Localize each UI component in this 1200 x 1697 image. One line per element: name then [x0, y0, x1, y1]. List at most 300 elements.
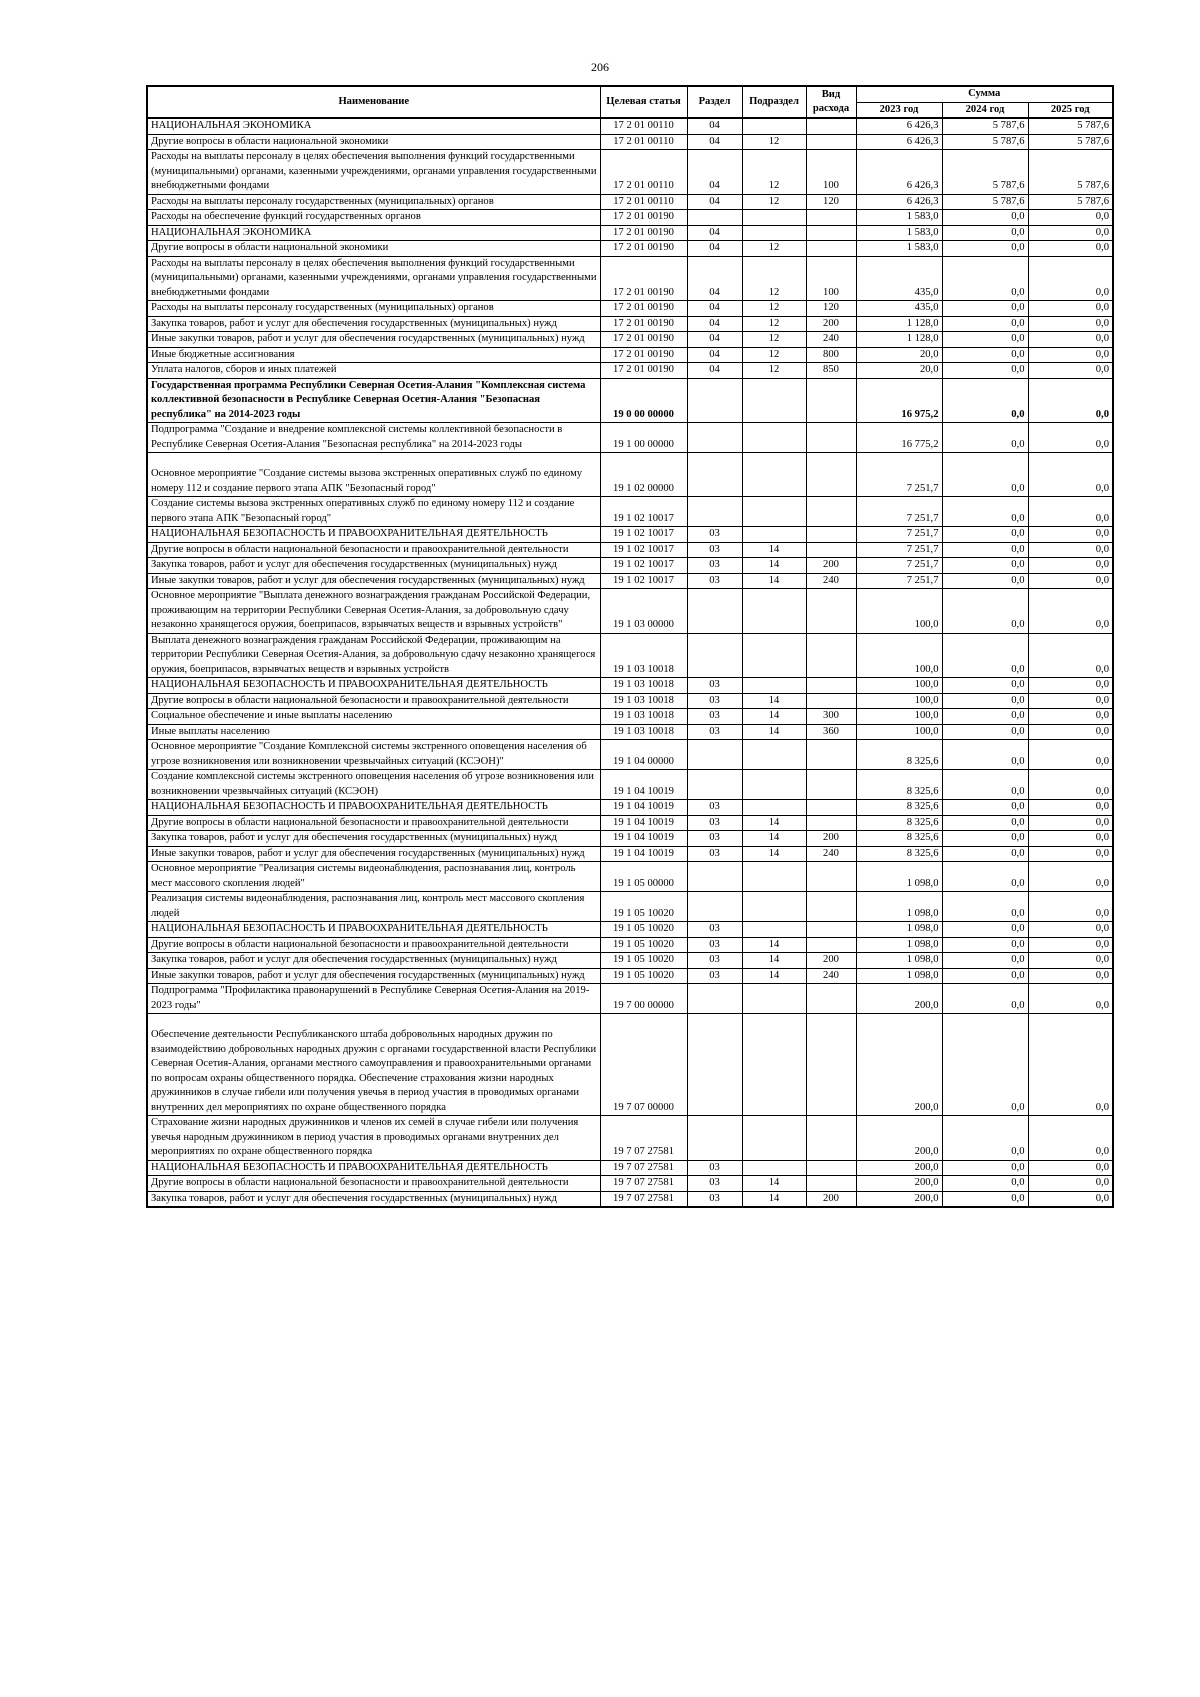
row-razdel: 03 — [687, 815, 742, 831]
table-row — [147, 347, 1113, 363]
row-code: 19 7 07 27581 — [600, 1116, 687, 1161]
row-amount-2023: 6 426,3 — [856, 134, 942, 150]
row-podrazdel — [742, 378, 806, 423]
row-code: 19 1 03 10018 — [600, 633, 687, 678]
row-name: Социальное обеспечение и иные выплаты населению — [147, 709, 600, 725]
row-name: Расходы на выплаты персоналу государственных (муниципальных) органов — [147, 194, 600, 210]
row-code: 19 1 03 10018 — [600, 693, 687, 709]
table-row — [147, 724, 1113, 740]
row-razdel: 04 — [687, 347, 742, 363]
row-code: 19 1 04 00000 — [600, 740, 687, 770]
row-amount-2023: 7 251,7 — [856, 527, 942, 543]
row-code: 19 1 04 10019 — [600, 800, 687, 816]
row-code: 17 2 01 00190 — [600, 347, 687, 363]
row-amount-2024: 0,0 — [942, 984, 1028, 1014]
row-vid — [806, 118, 856, 134]
row-amount-2025: 0,0 — [1028, 953, 1113, 969]
row-vid: 200 — [806, 316, 856, 332]
row-amount-2025: 0,0 — [1028, 1160, 1113, 1176]
row-amount-2025: 0,0 — [1028, 800, 1113, 816]
row-amount-2024: 0,0 — [942, 831, 1028, 847]
row-amount-2024: 0,0 — [942, 316, 1028, 332]
table-row — [147, 332, 1113, 348]
row-podrazdel: 14 — [742, 815, 806, 831]
row-amount-2024: 0,0 — [942, 453, 1028, 497]
row-podrazdel: 12 — [742, 256, 806, 301]
table-row — [147, 984, 1113, 1014]
row-amount-2023: 6 426,3 — [856, 150, 942, 195]
row-name: Другие вопросы в области национальной экономики — [147, 241, 600, 257]
table-row — [147, 740, 1113, 770]
table-row — [147, 256, 1113, 301]
row-name: Закупка товаров, работ и услуг для обеспечения государственных (муниципальных) нужд — [147, 316, 600, 332]
row-code: 17 2 01 00110 — [600, 118, 687, 134]
row-amount-2023: 200,0 — [856, 1176, 942, 1192]
table-row — [147, 922, 1113, 938]
row-code: 19 1 04 10019 — [600, 831, 687, 847]
row-code: 19 1 05 10020 — [600, 968, 687, 984]
row-amount-2023: 100,0 — [856, 633, 942, 678]
row-vid — [806, 984, 856, 1014]
row-podrazdel: 14 — [742, 1176, 806, 1192]
row-name: Другие вопросы в области национальной безопасности и правоохранительной деятельности — [147, 542, 600, 558]
row-code: 19 7 00 00000 — [600, 984, 687, 1014]
row-amount-2023: 1 098,0 — [856, 862, 942, 892]
row-podrazdel — [742, 984, 806, 1014]
row-vid — [806, 815, 856, 831]
header-2024: 2024 год — [942, 102, 1028, 118]
row-name: НАЦИОНАЛЬНАЯ БЕЗОПАСНОСТЬ И ПРАВООХРАНИТЕЛЬНАЯ ДЕЯТЕЛЬНОСТЬ — [147, 1160, 600, 1176]
row-razdel: 03 — [687, 678, 742, 694]
row-amount-2024: 0,0 — [942, 301, 1028, 317]
row-amount-2024: 0,0 — [942, 378, 1028, 423]
row-podrazdel — [742, 862, 806, 892]
row-amount-2024: 0,0 — [942, 241, 1028, 257]
row-amount-2024: 5 787,6 — [942, 150, 1028, 195]
row-name: Подпрограмма "Создание и внедрение комплексной системы коллективной безопасности в Республике Северная Осетия-Алания "Безопасная республика" на 2014-2023 годы — [147, 423, 600, 453]
row-code: 19 1 03 10018 — [600, 724, 687, 740]
row-amount-2023: 20,0 — [856, 363, 942, 379]
table-row — [147, 453, 1113, 497]
row-amount-2024: 0,0 — [942, 363, 1028, 379]
row-code: 19 1 02 10017 — [600, 527, 687, 543]
row-razdel: 03 — [687, 831, 742, 847]
header-vid: Вид расхода — [806, 86, 856, 118]
row-code: 19 1 05 00000 — [600, 862, 687, 892]
row-amount-2023: 100,0 — [856, 724, 942, 740]
row-podrazdel: 12 — [742, 150, 806, 195]
row-name: Иные выплаты населению — [147, 724, 600, 740]
row-name: НАЦИОНАЛЬНАЯ БЕЗОПАСНОСТЬ И ПРАВООХРАНИТЕЛЬНАЯ ДЕЯТЕЛЬНОСТЬ — [147, 527, 600, 543]
table-row — [147, 225, 1113, 241]
row-vid — [806, 378, 856, 423]
row-amount-2024: 0,0 — [942, 953, 1028, 969]
row-amount-2024: 0,0 — [942, 225, 1028, 241]
row-vid — [806, 693, 856, 709]
row-vid — [806, 892, 856, 922]
row-code: 19 1 03 10018 — [600, 709, 687, 725]
row-razdel: 04 — [687, 194, 742, 210]
row-amount-2025: 0,0 — [1028, 937, 1113, 953]
row-code: 17 2 01 00190 — [600, 332, 687, 348]
row-amount-2025: 0,0 — [1028, 527, 1113, 543]
row-podrazdel: 14 — [742, 542, 806, 558]
row-amount-2024: 0,0 — [942, 937, 1028, 953]
row-name: Создание комплексной системы экстренного оповещения населения об угрозе возникновения или возникновении чрезвычайных ситуаций (КСЭОН) — [147, 770, 600, 800]
row-razdel — [687, 892, 742, 922]
row-vid — [806, 633, 856, 678]
row-amount-2023: 100,0 — [856, 709, 942, 725]
row-razdel: 04 — [687, 118, 742, 134]
row-name: Иные закупки товаров, работ и услуг для обеспечения государственных (муниципальных) нужд — [147, 968, 600, 984]
row-code: 19 1 05 10020 — [600, 937, 687, 953]
header-2025: 2025 год — [1028, 102, 1113, 118]
row-amount-2024: 0,0 — [942, 922, 1028, 938]
row-podrazdel — [742, 633, 806, 678]
row-podrazdel: 14 — [742, 573, 806, 589]
row-code: 19 1 03 00000 — [600, 589, 687, 634]
row-amount-2025: 0,0 — [1028, 831, 1113, 847]
row-vid — [806, 740, 856, 770]
row-amount-2025: 5 787,6 — [1028, 150, 1113, 195]
table-row — [147, 589, 1113, 634]
row-code: 17 2 01 00190 — [600, 241, 687, 257]
row-podrazdel — [742, 210, 806, 226]
row-vid: 360 — [806, 724, 856, 740]
row-code: 17 2 01 00190 — [600, 225, 687, 241]
row-vid — [806, 800, 856, 816]
row-amount-2024: 0,0 — [942, 693, 1028, 709]
row-amount-2023: 6 426,3 — [856, 118, 942, 134]
table-row — [147, 892, 1113, 922]
row-vid — [806, 1176, 856, 1192]
row-amount-2023: 8 325,6 — [856, 770, 942, 800]
row-podrazdel: 12 — [742, 332, 806, 348]
row-razdel: 04 — [687, 134, 742, 150]
row-vid — [806, 1116, 856, 1161]
table-row — [147, 558, 1113, 574]
header-summa: Сумма — [856, 86, 1113, 102]
row-razdel: 03 — [687, 724, 742, 740]
row-vid — [806, 1160, 856, 1176]
row-podrazdel: 14 — [742, 953, 806, 969]
row-razdel — [687, 423, 742, 453]
row-podrazdel: 12 — [742, 241, 806, 257]
row-vid — [806, 453, 856, 497]
row-name: Другие вопросы в области национальной безопасности и правоохранительной деятельности — [147, 815, 600, 831]
row-podrazdel: 14 — [742, 968, 806, 984]
row-amount-2023: 7 251,7 — [856, 573, 942, 589]
row-vid: 240 — [806, 846, 856, 862]
row-amount-2025: 0,0 — [1028, 678, 1113, 694]
row-podrazdel — [742, 770, 806, 800]
row-name: НАЦИОНАЛЬНАЯ ЭКОНОМИКА — [147, 118, 600, 134]
table-row — [147, 968, 1113, 984]
row-amount-2023: 435,0 — [856, 256, 942, 301]
row-podrazdel: 14 — [742, 937, 806, 953]
row-amount-2024: 0,0 — [942, 678, 1028, 694]
table-row — [147, 800, 1113, 816]
row-podrazdel — [742, 225, 806, 241]
row-razdel: 03 — [687, 846, 742, 862]
row-amount-2025: 0,0 — [1028, 256, 1113, 301]
row-amount-2024: 0,0 — [942, 497, 1028, 527]
row-amount-2024: 0,0 — [942, 347, 1028, 363]
row-amount-2023: 16 975,2 — [856, 378, 942, 423]
row-amount-2025: 0,0 — [1028, 589, 1113, 634]
row-amount-2025: 0,0 — [1028, 709, 1113, 725]
row-amount-2023: 1 583,0 — [856, 210, 942, 226]
row-razdel: 03 — [687, 1176, 742, 1192]
table-row — [147, 1116, 1113, 1161]
header-code: Целевая статья — [600, 86, 687, 118]
row-vid — [806, 770, 856, 800]
row-amount-2025: 0,0 — [1028, 378, 1113, 423]
table-row — [147, 301, 1113, 317]
row-amount-2024: 0,0 — [942, 1160, 1028, 1176]
row-podrazdel — [742, 453, 806, 497]
row-podrazdel — [742, 1160, 806, 1176]
row-podrazdel: 14 — [742, 709, 806, 725]
row-amount-2025: 0,0 — [1028, 1176, 1113, 1192]
row-razdel: 03 — [687, 527, 742, 543]
row-razdel: 03 — [687, 1191, 742, 1207]
row-name: Расходы на выплаты персоналу в целях обеспечения выполнения функций государственными (муниципальными) органами, казенными учреждениями, органами управления государственными внебюджетными фондами — [147, 150, 600, 195]
row-vid — [806, 134, 856, 150]
row-name: Закупка товаров, работ и услуг для обеспечения государственных (муниципальных) нужд — [147, 953, 600, 969]
row-code: 19 1 05 10020 — [600, 922, 687, 938]
row-name: Уплата налогов, сборов и иных платежей — [147, 363, 600, 379]
row-amount-2024: 0,0 — [942, 589, 1028, 634]
row-podrazdel — [742, 1116, 806, 1161]
row-podrazdel — [742, 589, 806, 634]
row-code: 19 1 04 10019 — [600, 770, 687, 800]
row-amount-2025: 0,0 — [1028, 453, 1113, 497]
budget-table — [146, 85, 1114, 1208]
table-row — [147, 194, 1113, 210]
row-code: 17 2 01 00190 — [600, 301, 687, 317]
row-amount-2025: 0,0 — [1028, 1191, 1113, 1207]
row-amount-2025: 0,0 — [1028, 968, 1113, 984]
row-amount-2023: 7 251,7 — [856, 453, 942, 497]
row-name: НАЦИОНАЛЬНАЯ БЕЗОПАСНОСТЬ И ПРАВООХРАНИТЕЛЬНАЯ ДЕЯТЕЛЬНОСТЬ — [147, 922, 600, 938]
table-row — [147, 693, 1113, 709]
row-vid: 240 — [806, 573, 856, 589]
row-name: Закупка товаров, работ и услуг для обеспечения государственных (муниципальных) нужд — [147, 558, 600, 574]
row-amount-2023: 100,0 — [856, 678, 942, 694]
row-razdel: 03 — [687, 558, 742, 574]
row-code: 19 7 07 27581 — [600, 1191, 687, 1207]
row-code: 19 1 00 00000 — [600, 423, 687, 453]
row-name: Основное мероприятие "Выплата денежного вознаграждения гражданам Российской Федерации, проживающим на территории Республики Северная Осетия-Алания, за добровольную сдачу незаконно хранящегося оружия, боеприпасов, взрывчатых веществ и взрывных устройств" — [147, 589, 600, 634]
table-row — [147, 1176, 1113, 1192]
row-amount-2023: 1 098,0 — [856, 937, 942, 953]
row-vid — [806, 1014, 856, 1116]
row-podrazdel: 12 — [742, 301, 806, 317]
row-razdel — [687, 210, 742, 226]
row-podrazdel: 14 — [742, 1191, 806, 1207]
row-podrazdel: 12 — [742, 134, 806, 150]
row-amount-2023: 1 098,0 — [856, 953, 942, 969]
row-amount-2025: 0,0 — [1028, 558, 1113, 574]
row-amount-2023: 7 251,7 — [856, 542, 942, 558]
row-podrazdel — [742, 678, 806, 694]
row-amount-2025: 0,0 — [1028, 363, 1113, 379]
header-2023: 2023 год — [856, 102, 942, 118]
row-vid — [806, 937, 856, 953]
row-amount-2023: 8 325,6 — [856, 831, 942, 847]
row-vid: 240 — [806, 968, 856, 984]
row-razdel — [687, 378, 742, 423]
row-razdel: 04 — [687, 225, 742, 241]
row-amount-2025: 0,0 — [1028, 1014, 1113, 1116]
row-amount-2024: 5 787,6 — [942, 134, 1028, 150]
row-razdel: 04 — [687, 332, 742, 348]
row-amount-2024: 0,0 — [942, 542, 1028, 558]
row-vid: 100 — [806, 256, 856, 301]
row-amount-2025: 5 787,6 — [1028, 194, 1113, 210]
row-podrazdel: 14 — [742, 558, 806, 574]
row-razdel: 04 — [687, 316, 742, 332]
row-podrazdel: 12 — [742, 194, 806, 210]
table-row — [147, 815, 1113, 831]
row-amount-2025: 0,0 — [1028, 316, 1113, 332]
row-amount-2024: 0,0 — [942, 892, 1028, 922]
table-row — [147, 678, 1113, 694]
row-name: Страхование жизни народных дружинников и членов их семей в случае гибели или получения увечья народным дружинником в период участия в проводимых органами внутренних дел мероприятиях по охране общественного порядка — [147, 1116, 600, 1161]
row-podrazdel — [742, 800, 806, 816]
row-podrazdel: 12 — [742, 347, 806, 363]
row-amount-2023: 7 251,7 — [856, 497, 942, 527]
row-name: Иные бюджетные ассигнования — [147, 347, 600, 363]
row-name: Иные закупки товаров, работ и услуг для обеспечения государственных (муниципальных) нужд — [147, 332, 600, 348]
row-amount-2025: 0,0 — [1028, 301, 1113, 317]
row-amount-2024: 0,0 — [942, 633, 1028, 678]
table-row — [147, 150, 1113, 195]
row-razdel: 03 — [687, 800, 742, 816]
row-code: 17 2 01 00190 — [600, 316, 687, 332]
row-razdel — [687, 862, 742, 892]
row-amount-2025: 0,0 — [1028, 241, 1113, 257]
row-razdel: 03 — [687, 937, 742, 953]
table-row — [147, 1014, 1113, 1116]
row-code: 17 2 01 00110 — [600, 194, 687, 210]
row-vid — [806, 423, 856, 453]
page-number: 206 — [591, 60, 609, 74]
row-amount-2023: 100,0 — [856, 589, 942, 634]
row-amount-2024: 0,0 — [942, 968, 1028, 984]
row-code: 19 1 02 00000 — [600, 453, 687, 497]
row-razdel — [687, 497, 742, 527]
row-name: Закупка товаров, работ и услуг для обеспечения государственных (муниципальных) нужд — [147, 1191, 600, 1207]
table-body — [147, 118, 1113, 1207]
row-amount-2025: 0,0 — [1028, 984, 1113, 1014]
row-code: 19 7 07 27581 — [600, 1176, 687, 1192]
row-razdel — [687, 633, 742, 678]
row-podrazdel — [742, 118, 806, 134]
row-amount-2023: 1 098,0 — [856, 922, 942, 938]
row-amount-2023: 8 325,6 — [856, 815, 942, 831]
table-row — [147, 316, 1113, 332]
row-vid — [806, 862, 856, 892]
row-razdel: 03 — [687, 573, 742, 589]
row-razdel: 03 — [687, 709, 742, 725]
row-vid — [806, 542, 856, 558]
row-amount-2024: 0,0 — [942, 1191, 1028, 1207]
row-amount-2023: 435,0 — [856, 301, 942, 317]
row-name: Другие вопросы в области национальной экономики — [147, 134, 600, 150]
row-vid: 800 — [806, 347, 856, 363]
table-row — [147, 1160, 1113, 1176]
row-amount-2025: 0,0 — [1028, 633, 1113, 678]
row-code: 19 7 07 27581 — [600, 1160, 687, 1176]
row-amount-2023: 200,0 — [856, 1160, 942, 1176]
row-razdel: 03 — [687, 1160, 742, 1176]
row-amount-2023: 20,0 — [856, 347, 942, 363]
row-vid: 850 — [806, 363, 856, 379]
row-amount-2025: 0,0 — [1028, 1116, 1113, 1161]
row-amount-2025: 0,0 — [1028, 332, 1113, 348]
row-razdel — [687, 740, 742, 770]
row-amount-2024: 0,0 — [942, 527, 1028, 543]
row-podrazdel — [742, 1014, 806, 1116]
row-name: Основное мероприятие "Создание системы вызова экстренных оперативных служб по единому номеру 112 и создание первого этапа АПК "Безопасный город" — [147, 453, 600, 497]
table-row — [147, 241, 1113, 257]
row-amount-2025: 0,0 — [1028, 740, 1113, 770]
row-amount-2025: 0,0 — [1028, 724, 1113, 740]
row-vid — [806, 922, 856, 938]
row-amount-2024: 0,0 — [942, 800, 1028, 816]
row-name: Основное мероприятие "Создание Комплексной системы экстренного оповещения населения об угрозе возникновения или возникновении чрезвычайных ситуаций (КСЭОН)" — [147, 740, 600, 770]
row-amount-2024: 0,0 — [942, 558, 1028, 574]
row-amount-2023: 1 098,0 — [856, 892, 942, 922]
row-name: Основное мероприятие "Реализация системы видеонаблюдения, распознавания лиц, контроль мест массового скопления людей" — [147, 862, 600, 892]
table-row — [147, 633, 1113, 678]
row-vid — [806, 678, 856, 694]
row-vid: 200 — [806, 558, 856, 574]
row-name: Иные закупки товаров, работ и услуг для обеспечения государственных (муниципальных) нужд — [147, 573, 600, 589]
row-razdel: 04 — [687, 363, 742, 379]
row-name: Другие вопросы в области национальной безопасности и правоохранительной деятельности — [147, 937, 600, 953]
table-row — [147, 118, 1113, 134]
row-name: Обеспечение деятельности Республиканского штаба добровольных народных дружин по взаимодействию добровольных народных дружин с органами государственной власти Республики Северная Осетия-Алания, органами местного самоуправления и правоохранительными органами по вопросам охраны общественного порядка. Обеспечение страхования жизни народных дружинников в случае гибели или получения увечья в период участия в проводимых органами внутренних дел мероприятиях по охране общественного порядка — [147, 1014, 600, 1116]
row-code: 19 1 05 10020 — [600, 953, 687, 969]
row-razdel: 03 — [687, 542, 742, 558]
row-code: 19 1 03 10018 — [600, 678, 687, 694]
row-name: Расходы на обеспечение функций государственных органов — [147, 210, 600, 226]
row-amount-2025: 0,0 — [1028, 225, 1113, 241]
row-vid: 100 — [806, 150, 856, 195]
table-row — [147, 770, 1113, 800]
row-code: 17 2 01 00110 — [600, 150, 687, 195]
header-podrazdel: Подраздел — [742, 86, 806, 118]
row-podrazdel: 12 — [742, 363, 806, 379]
row-vid: 240 — [806, 332, 856, 348]
row-amount-2024: 5 787,6 — [942, 194, 1028, 210]
row-amount-2025: 0,0 — [1028, 846, 1113, 862]
row-amount-2024: 0,0 — [942, 724, 1028, 740]
row-amount-2025: 0,0 — [1028, 770, 1113, 800]
row-amount-2024: 0,0 — [942, 709, 1028, 725]
row-amount-2023: 1 128,0 — [856, 316, 942, 332]
row-amount-2025: 0,0 — [1028, 815, 1113, 831]
row-amount-2024: 0,0 — [942, 423, 1028, 453]
row-name: Другие вопросы в области национальной безопасности и правоохранительной деятельности — [147, 1176, 600, 1192]
row-podrazdel — [742, 527, 806, 543]
row-amount-2023: 200,0 — [856, 1191, 942, 1207]
table-row — [147, 378, 1113, 423]
row-amount-2024: 0,0 — [942, 815, 1028, 831]
